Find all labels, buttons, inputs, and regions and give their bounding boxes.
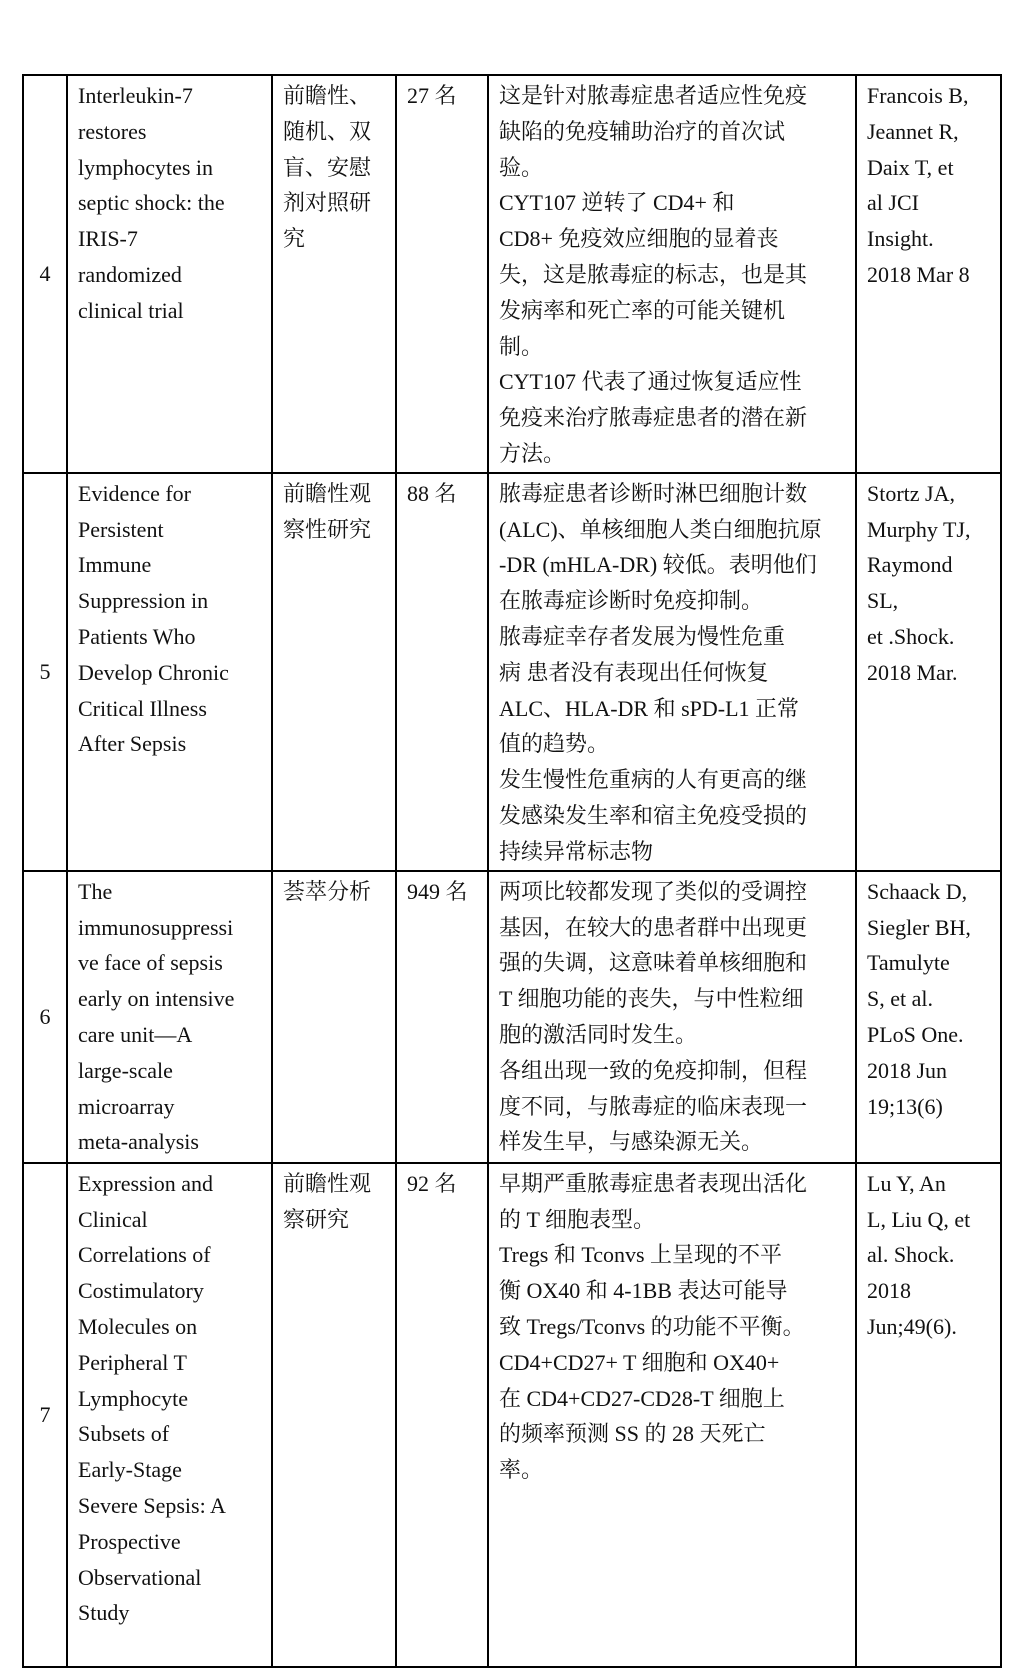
study-reference: Schaack D, Siegler BH, Tamulyte S, et al. PLoS One. 2018 Jun 19;13(6)	[856, 871, 1001, 1163]
row-number: 5	[23, 473, 67, 871]
sample-size: 949 名	[396, 871, 488, 1163]
study-design: 荟萃分析	[272, 871, 396, 1163]
study-title: Interleukin-7 restores lymphocytes in septic shock: the IRIS-7 randomized clinical trial	[67, 75, 272, 473]
finding-paragraph: Tregs 和 Tconvs 上呈现的不平 衡 OX40 和 4-1BB 表达可能导 致 Tregs/Tconvs 的功能不平衡。	[499, 1242, 805, 1339]
finding-paragraph: CYT107 代表了通过恢复适应性 免疫来治疗脓毒症患者的潜在新 方法。	[499, 369, 808, 466]
study-design: 前瞻性观 察研究	[272, 1163, 396, 1667]
study-design: 前瞻性观 察性研究	[272, 473, 396, 871]
row-number: 7	[23, 1163, 67, 1667]
study-findings	[488, 871, 856, 1163]
finding-paragraph: 这是针对脓毒症患者适应性免疫 缺陷的免疫辅助治疗的首次试 验。	[499, 83, 808, 180]
finding-paragraph: 发生慢性危重病的人有更高的继 发感染发生率和宿主免疫受损的 持续异常标志物	[499, 767, 808, 864]
sample-size: 88 名	[396, 473, 488, 871]
study-title: The immunosuppressi ve face of sepsis early on intensive care unit—A large-scale microarray meta-analysis	[67, 871, 272, 1163]
sample-size: 27 名	[396, 75, 488, 473]
study-findings	[488, 1163, 856, 1667]
table-row	[23, 473, 1001, 871]
study-reference: Francois B, Jeannet R, Daix T, et al JCI Insight. 2018 Mar 8	[856, 75, 1001, 473]
row-number: 6	[23, 871, 67, 1163]
study-reference: Stortz JA, Murphy TJ, Raymond SL, et .Shock. 2018 Mar.	[856, 473, 1001, 871]
finding-paragraph: CD4+CD27+ T 细胞和 OX40+ 在 CD4+CD27-CD28-T 细胞上 的频率预测 SS 的 28 天死亡 率。	[499, 1349, 785, 1483]
study-title: Expression and Clinical Correlations of Costimulatory Molecules on Peripheral T Lymphocyte Subsets of Early-Stage Severe Sepsis: A Prospective Observational Study	[67, 1163, 272, 1667]
finding-paragraph: 各组出现一致的免疫抑制，但程 度不同，与脓毒症的临床表现一 样发生早，与感染源无关。	[499, 1057, 808, 1155]
study-table	[22, 74, 1002, 1668]
sample-size: 92 名	[396, 1163, 488, 1667]
finding-paragraph: CYT107 逆转了 CD4+ 和 CD8+ 免疫效应细胞的显着丧 失，这是脓毒症的标志，也是其 发病率和死亡率的可能关键机 制。	[499, 190, 808, 359]
finding-paragraph: 脓毒症患者诊断时淋巴细胞计数 (ALC)、单核细胞人类白细胞抗原 -DR (mHLA-DR) 较低。表明他们 在脓毒症诊断时免疫抑制。	[499, 480, 822, 614]
finding-paragraph: 脓毒症幸存者发展为慢性危重 病 患者没有表现出任何恢复 ALC、HLA-DR 和 sPD-L1 正常 值的趋势。	[499, 623, 800, 757]
study-findings	[488, 75, 856, 473]
study-reference: Lu Y, An L, Liu Q, et al. Shock. 2018 Jun;49(6).	[856, 1163, 1001, 1667]
finding-paragraph: 早期严重脓毒症患者表现出活化 的 T 细胞表型。	[499, 1170, 808, 1232]
study-findings	[488, 473, 856, 871]
table-row	[23, 1163, 1001, 1667]
row-number: 4	[23, 75, 67, 473]
study-design: 前瞻性、 随机、双 盲、安慰 剂对照研 究	[272, 75, 396, 473]
table-row	[23, 75, 1001, 473]
table-row	[23, 871, 1001, 1163]
study-title: Evidence for Persistent Immune Suppression in Patients Who Develop Chronic Critical Illness After Sepsis	[67, 473, 272, 871]
finding-paragraph: 两项比较都发现了类似的受调控 基因，在较大的患者群中出现更 强的失调，这意味着单核细胞和 T 细胞功能的丧失，与中性粒细 胞的激活同时发生。	[499, 878, 808, 1047]
